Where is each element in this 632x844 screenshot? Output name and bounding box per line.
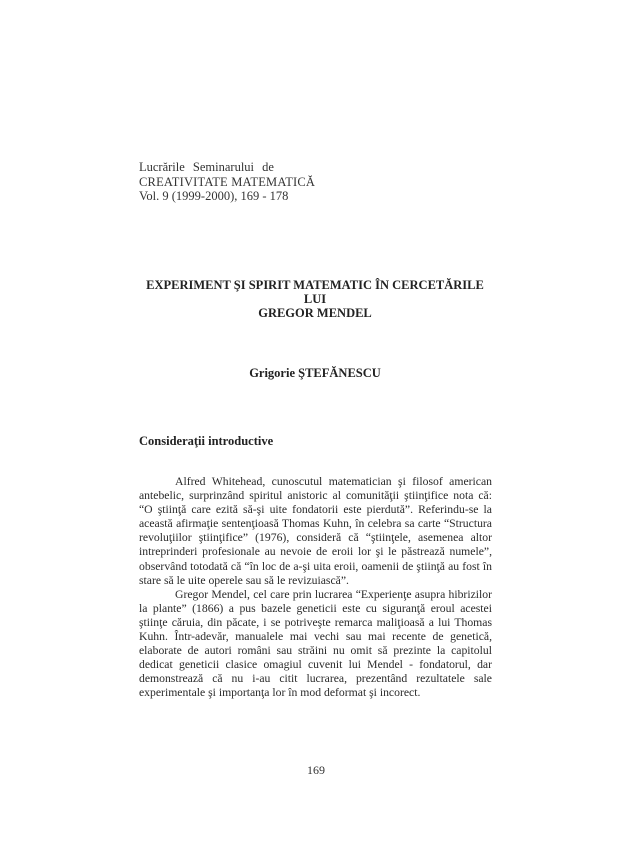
title-line-3: GREGOR MENDEL <box>258 306 372 320</box>
title-line-2: LUI <box>303 292 327 306</box>
paragraph: Alfred Whitehead, cunoscutul matematician şi filosof american antebelic, surprinzând spiritul anistoric al comunităţii ştiinţifice nota că: “O ştiinţă care ezită să-şi uite fondatorii este pierdută”. Referindu-se la această afirmaţie sentenţioasă Thomas Kuhn, în celebra sa carte “Structura revoluţiilor ştiinţifice” (1976), consideră că “ştiinţele, asemenea altor intreprinderi profesionale au nevoie de eroii lor şi le păstrează numele”, observând totodată că “în loc de a-şi uita eroii, oamenii de ştiinţă au fost în stare să le uite operele sau să le revizuiască”. <box>139 475 492 587</box>
journal-header <box>139 160 315 204</box>
author-name: Grigorie ŞTEFĂNESCU <box>249 366 381 380</box>
body-text <box>139 475 492 701</box>
page-number: 169 <box>307 763 325 777</box>
journal-name-line: Lucrările Seminarului de <box>139 160 274 174</box>
paragraph: Gregor Mendel, cel care prin lucrarea “Experienţe asupra hibrizilor la plante” (1866) a pus bazele geneticii este cu siguranţă eroul acestei ştiinţe căruia, din păcate, i se potriveşte remarca maliţioasă a lui Thomas Kuhn. Într-adevăr, manualele mai vechi sau mai recente de genetică, elaborate de autori români sau străini nu omit să prezinte la capitolul dedicat geneticii clasice omagiul cuvenit lui Mendel - fondatorul, dar demonstrează că nu i-au citit lucrarea, prezentând rezultatele sale experimentale şi importanţa lor în mod deformat şi incorect. <box>139 587 492 700</box>
paper-title <box>130 278 500 320</box>
journal-subtitle-line: CREATIVITATE MATEMATICĂ <box>139 174 316 189</box>
section-heading: Consideraţii introductive <box>139 434 274 448</box>
journal-volume-line: Vol. 9 (1999-2000), 169 - 178 <box>139 189 289 203</box>
title-line-1: EXPERIMENT ŞI SPIRIT MATEMATIC ÎN CERCETĂRILE <box>146 278 484 292</box>
